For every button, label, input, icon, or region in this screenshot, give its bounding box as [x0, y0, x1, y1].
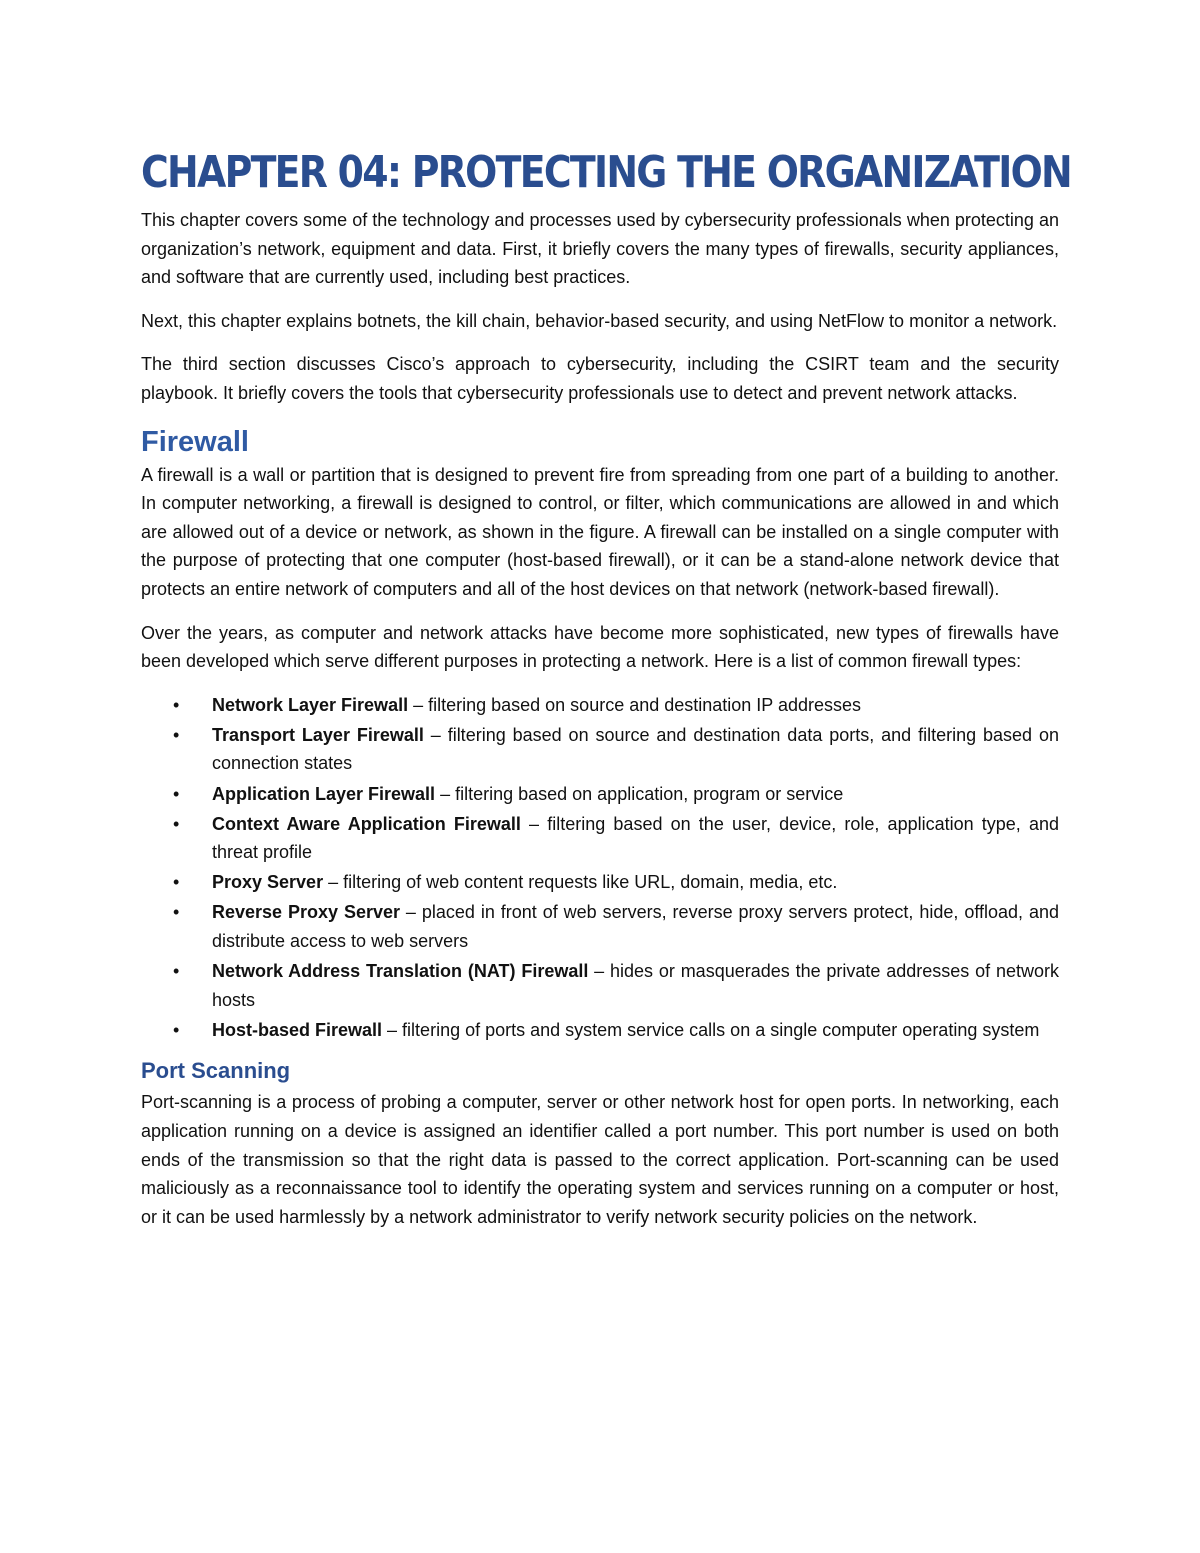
firewall-types-list — [141, 691, 1059, 1045]
bullet-icon: • — [173, 694, 180, 715]
list-item-term: Reverse Proxy Server — [212, 902, 400, 923]
document-page — [141, 140, 1071, 1231]
list-item — [141, 1016, 1059, 1045]
intro-paragraph-1: This chapter covers some of the technology and processes used by cybersecurity professionals when protecting an organization’s network, equipment and data. First, it briefly covers the many types of firewalls, security appliances, and software that are currently used, including best practices. — [141, 210, 1059, 288]
bullet-icon: • — [173, 961, 180, 982]
list-item-term: Transport Layer Firewall — [212, 724, 424, 745]
list-item-term: Network Layer Firewall — [212, 694, 409, 715]
list-item-term: Context Aware Application Firewall — [212, 813, 521, 834]
firewall-heading: Firewall — [141, 425, 249, 458]
list-item-desc: – placed in front of web servers, reverse proxy servers protect, hide, offload, and distribute access to web servers — [212, 902, 1059, 951]
chapter-title: CHAPTER 04: PROTECTING THE ORGANIZATION — [141, 147, 1071, 198]
bullet-icon: • — [173, 1019, 180, 1040]
firewall-paragraph-2: Over the years, as computer and network attacks have become more sophisticated, new types of firewalls have been developed which serve different purposes in protecting a network. Here is a list of common firewall types: — [141, 622, 1059, 672]
intro-paragraph-2: Next, this chapter explains botnets, the kill chain, behavior-based security, and using NetFlow to monitor a network. — [141, 310, 1058, 331]
bullet-icon: • — [173, 872, 180, 893]
list-item-desc: – hides or masquerades the private addresses of network hosts — [212, 961, 1059, 1010]
list-item-desc: – filtering based on source and destination IP addresses — [408, 694, 862, 715]
list-item-desc: – filtering of web content requests like URL, domain, media, etc. — [323, 872, 838, 893]
bullet-icon: • — [173, 813, 180, 834]
firewall-paragraph-1: A firewall is a wall or partition that is designed to prevent fire from spreading from one part of a building to another. In computer networking, a firewall is designed to control, or filter, which communications are allowed in and which are allowed out of a device or network, as shown in the figure. A firewall can be installed on a single computer with the purpose of protecting that one computer (host-based firewall), or it can be a stand-alone network device that protects an entire network of computers and all of the host devices on that network (network-based firewall). — [141, 464, 1059, 599]
list-item — [141, 691, 1059, 720]
bullet-icon: • — [173, 783, 180, 804]
list-item — [141, 898, 1059, 955]
bullet-icon: • — [173, 902, 180, 923]
bullet-icon: • — [173, 724, 180, 745]
list-item-desc: – filtering of ports and system service calls on a single computer operating system — [382, 1019, 1040, 1040]
port-scanning-paragraph: Port-scanning is a process of probing a computer, server or other network host for open ports. In networking, each application running on a device is assigned an identifier called a port number. This port number is used on both ends of the transmission so that the right data is passed to the correct application. Port-scanning can be used maliciously as a reconnaissance tool to identify the operating system and services running on a computer or host, or it can be used harmlessly by a network administrator to verify network security policies on the network. — [141, 1092, 1059, 1227]
list-item-desc: – filtering based on application, program or service — [435, 783, 844, 804]
list-item-term: Host-based Firewall — [212, 1019, 383, 1040]
list-item — [141, 721, 1059, 778]
list-item-desc: – filtering based on the user, device, role, application type, and threat profile — [212, 813, 1060, 863]
list-item-term: Application Layer Firewall — [212, 783, 436, 804]
list-item-term: Proxy Server — [212, 872, 324, 893]
list-item — [141, 957, 1059, 1014]
list-item — [141, 810, 1059, 867]
list-item — [141, 780, 1059, 809]
intro-paragraph-3: The third section discusses Cisco’s approach to cybersecurity, including the CSIRT team and the security playbook. It briefly covers the tools that cybersecurity professionals use to detect and prevent network attacks. — [141, 354, 1059, 403]
list-item — [141, 868, 1059, 897]
port-scanning-heading: Port Scanning — [141, 1058, 291, 1084]
list-item-term: Network Address Translation (NAT) Firewall — [212, 961, 589, 982]
list-item-desc: – filtering based on source and destination data ports, and filtering based on connection states — [212, 724, 1059, 774]
